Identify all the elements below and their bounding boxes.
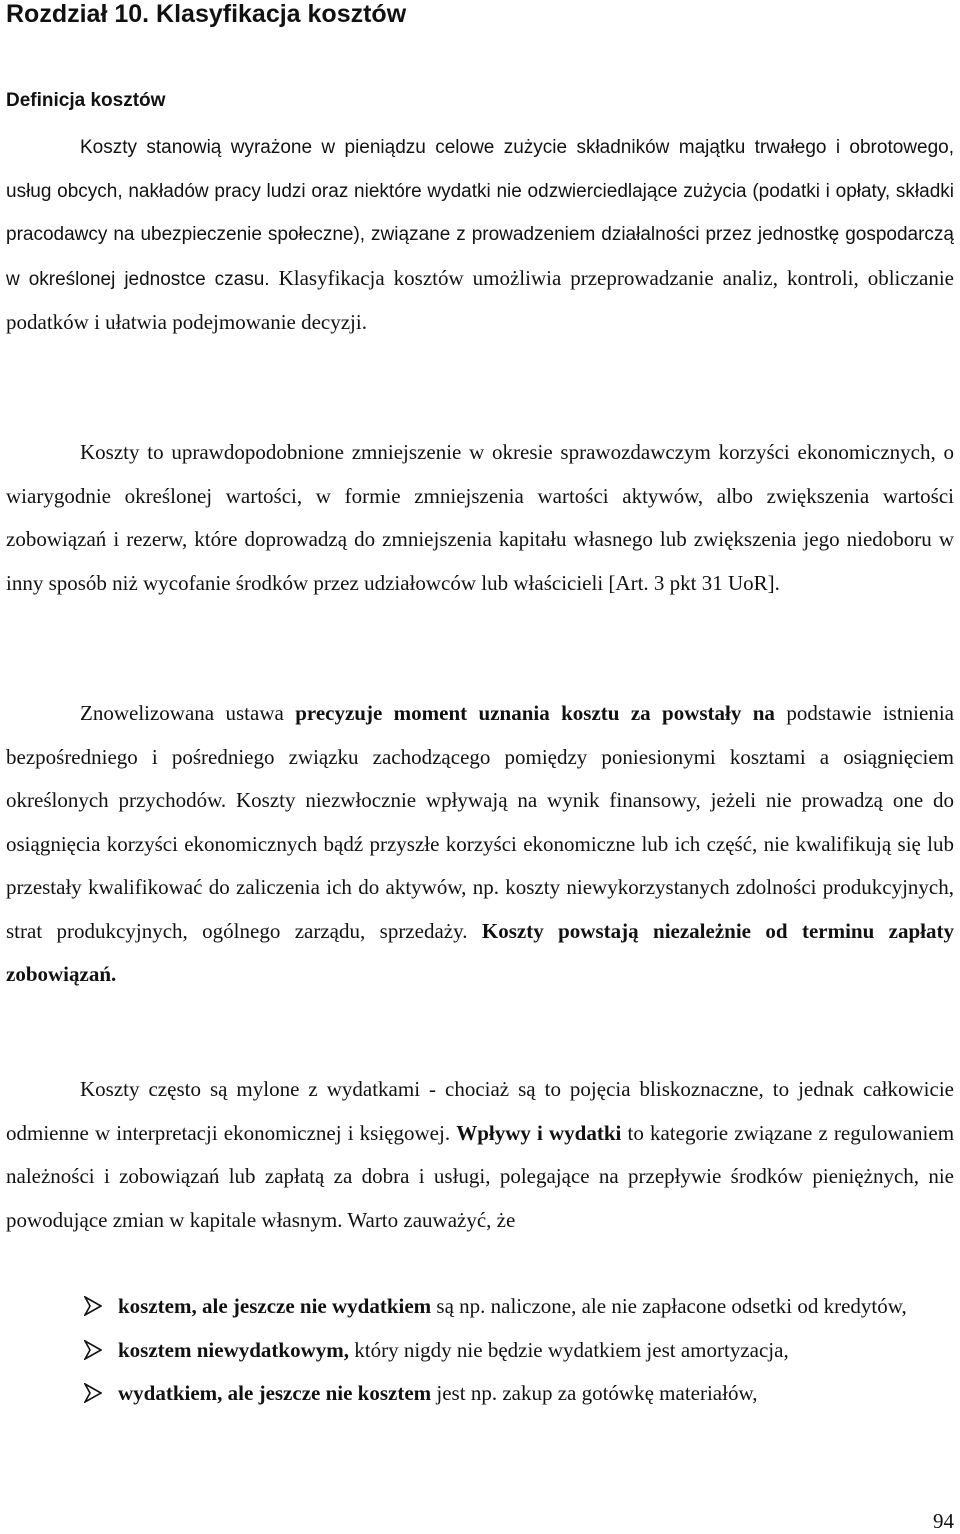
arrow-bullet-icon bbox=[84, 1340, 102, 1360]
expenses-text-c: to kategorie związane z regulowaniem należności i zobowiązań lub zapłatą za dobra i usługi, polegające na przepływie środków pieniężnych, nie powodujące zmian w kapitale własnym. Warto zauważyć, że bbox=[6, 1120, 955, 1232]
examples-list bbox=[6, 1285, 954, 1416]
arrow-bullet-icon bbox=[84, 1296, 102, 1316]
list-item-bold: wydatkiem, ale jeszcze nie kosztem bbox=[118, 1381, 432, 1405]
section-title: Definicja kosztów bbox=[6, 90, 166, 111]
recognition-text-a: Znowelizowana ustawa bbox=[80, 701, 284, 725]
paragraph-definition bbox=[6, 126, 954, 346]
paragraph-recognition bbox=[6, 692, 954, 997]
list-item-bold: kosztem niewydatkowym, bbox=[118, 1337, 349, 1362]
arrow-bullet-icon bbox=[84, 1383, 102, 1403]
recognition-bold-a: precyzuje moment uznania kosztu za powstały na bbox=[295, 701, 775, 725]
list-item bbox=[6, 1372, 954, 1416]
expenses-text-a: Koszty często są mylone z wydatkami - chociaż są to pojęcia bliskoznaczne, to jednak całkowicie odmienne w interpretacji ekonomicznej i księgowej. bbox=[6, 1077, 954, 1145]
list-item bbox=[6, 1285, 954, 1329]
list-item-text: jest np. zakup za gotówkę materiałów, bbox=[436, 1381, 758, 1405]
chapter-title: Rozdział 10. Klasyfikacja kosztów bbox=[6, 0, 407, 28]
paragraph-definition-text: Koszty stanowią wyrażone w pieniądzu celowe zużycie składników majątku trwałego i obrotowego, usług obcych, nakładów pracy ludzi oraz niektóre wydatki nie odzwierciedlające zużycia (podatki i opłaty, składki pracodawcy na ubezpieczenie społeczne), związane z prowadzeniem działalności przez jednostkę gospodarczą w określonej jednostce czasu. bbox=[6, 137, 954, 290]
list-item bbox=[6, 1329, 954, 1373]
recognition-bold-d: Koszty powstają niezależnie od terminu zapłaty zobowiązań. bbox=[6, 918, 954, 986]
list-item-text: który nigdy nie będzie wydatkiem jest amortyzacja, bbox=[354, 1337, 789, 1362]
list-item-bold: kosztem, ale jeszcze nie wydatkiem bbox=[118, 1294, 432, 1318]
paragraph-costs-definition-text: Koszty to uprawdopodobnione zmniejszenie w okresie sprawozdawczym korzyści ekonomicznych, o wiarygodnie określonej wartości, w formie zmniejszenia wartości aktywów, albo zwiększenia wartości zobowiązań i rezerw, które doprowadzą do zmniejszenia kapitału własnego lub zwiększenia jego niedoboru w inny sposób niż wycofanie środków przez udziałowców lub właścicieli [Art. 3 pkt 31 UoR]. bbox=[6, 440, 954, 595]
paragraph-expenses bbox=[6, 1068, 954, 1242]
paragraph-costs-definition bbox=[6, 431, 954, 605]
expenses-bold-b: Wpływy i wydatki bbox=[456, 1120, 622, 1145]
paragraph-definition-tail: Klasyfikacja kosztów umożliwia przeprowadzanie analiz, kontroli, obliczanie podatków i ułatwia podejmowanie decyzji. bbox=[6, 265, 954, 334]
page-number: 94 bbox=[933, 1509, 954, 1533]
list-item-text: są np. naliczone, ale nie zapłacone odsetki od kredytów, bbox=[436, 1294, 907, 1318]
recognition-text-c: podstawie istnienia bezpośredniego i pośredniego związku zachodzącego pomiędzy poniesionymi kosztami a osiągnięciem określonych przychodów. Koszty niezwłocznie wpływają na wynik finansowy, jeżeli nie prowadzą one do osiągnięcia korzyści ekonomicznych bądź przyszłe korzyści ekonomiczne lub ich część, nie kwalifikują się lub przestały kwalifikować do zaliczenia ich do aktywów, np. koszty niewykorzystanych zdolności produkcyjnych, strat produkcyjnych, ogólnego zarządu, sprzedaży. bbox=[6, 701, 954, 943]
